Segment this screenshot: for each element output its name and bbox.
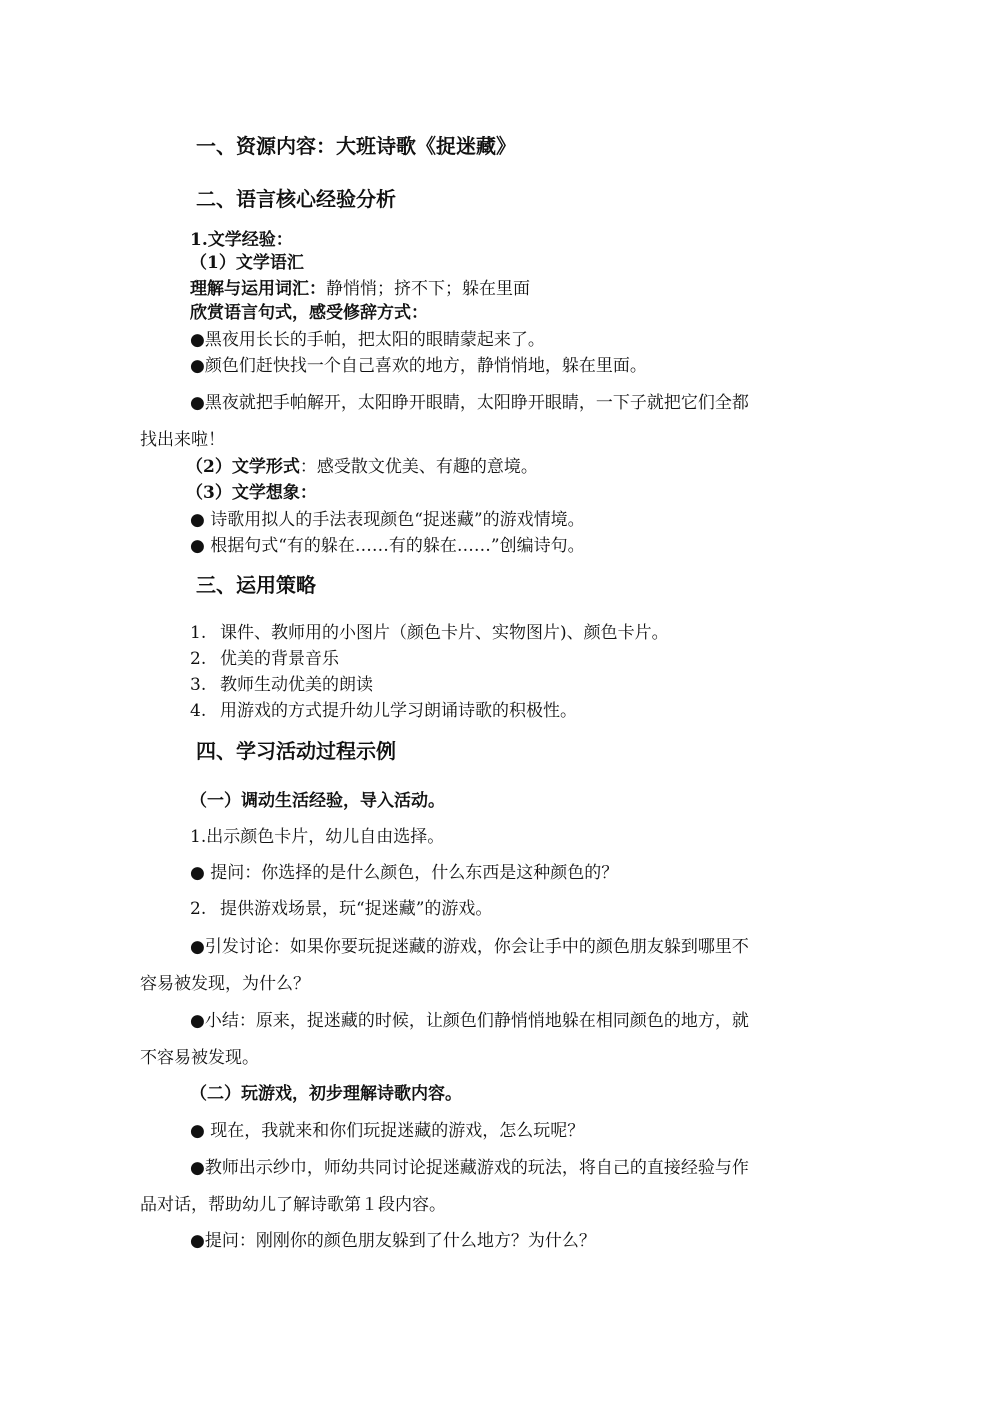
list-number: 3. <box>190 675 207 695</box>
part-2-line2a: ●教师出示纱巾，师幼共同讨论捉迷藏游戏的玩法，将自己的直接经验与作 <box>190 1158 749 1178</box>
part-2-heading: （二）玩游戏，初步理解诗歌内容。 <box>190 1084 462 1104</box>
vocabulary-text: 理解与运用词汇：静悄悄；挤不下；躲在里面 <box>190 279 530 299</box>
example-sentence-3-line1: ●黑夜就把手帕解开，太阳睁开眼睛，太阳睁开眼睛，一下子就把它们全都 <box>190 393 749 413</box>
part-2-line2b: 品对话，帮助幼儿了解诗歌第１段内容。 <box>140 1195 446 1215</box>
appreciate-heading: 欣赏语言句式，感受修辞方式： <box>190 303 428 323</box>
part-1-discussion-line2: 容易被发现，为什么？ <box>140 974 310 994</box>
part-1-step-2 <box>190 898 492 920</box>
strategy-item <box>190 700 577 722</box>
list-text: 教师生动优美的朗读 <box>220 675 373 695</box>
part-1-heading: （一）调动生活经验，导入活动。 <box>190 791 445 811</box>
strategy-item <box>190 622 669 644</box>
literary-form: （2）文学形式：感受散文优美、有趣的意境。 <box>186 457 538 477</box>
section-1-heading: 一、资源内容：大班诗歌《捉迷藏》 <box>196 134 516 158</box>
list-text: 用游戏的方式提升幼儿学习朗诵诗歌的积极性。 <box>220 701 577 721</box>
part-1-discussion-line1: ●引发讨论：如果你要玩捉迷藏的游戏，你会让手中的颜色朋友躲到哪里不 <box>190 937 749 957</box>
section-3-heading: 三、运用策略 <box>196 573 316 597</box>
imagination-item-2: ● 根据句式“有的躲在……有的躲在……”创编诗句。 <box>190 536 585 556</box>
part-1-step-1: 1.出示颜色卡片，幼儿自由选择。 <box>190 827 445 847</box>
list-number: 2. <box>190 649 207 669</box>
list-text: 课件、教师用的小图片（颜色卡片、实物图片)、颜色卡片。 <box>220 623 669 643</box>
list-number: 2. <box>190 899 207 919</box>
literary-vocabulary-heading: （1）文学语汇 <box>190 253 304 273</box>
list-number: 1. <box>190 623 207 643</box>
literary-imagination-heading: （3）文学想象： <box>186 483 317 503</box>
part-2-question: ●提问：刚刚你的颜色朋友躲到了什么地方？为什么？ <box>190 1231 596 1251</box>
section-4-heading: 四、学习活动过程示例 <box>196 739 396 763</box>
example-sentence-1: ●黑夜用长长的手帕，把太阳的眼睛蒙起来了。 <box>190 330 545 350</box>
list-text: 优美的背景音乐 <box>220 649 339 669</box>
list-text: 提供游戏场景，玩“捉迷藏”的游戏。 <box>220 899 493 919</box>
list-number: 4. <box>190 701 207 721</box>
example-sentence-3-line2: 找出来啦！ <box>140 430 225 450</box>
literary-experience-heading: 1.文学经验： <box>190 230 293 250</box>
part-1-question: ● 提问：你选择的是什么颜色，什么东西是这种颜色的？ <box>190 863 619 883</box>
imagination-item-1: ● 诗歌用拟人的手法表现颜色“捉迷藏”的游戏情境。 <box>190 510 585 530</box>
strategy-item <box>190 674 373 696</box>
strategy-item <box>190 648 339 670</box>
part-1-summary-line1: ●小结：原来，捉迷藏的时候，让颜色们静悄悄地躲在相同颜色的地方，就 <box>190 1011 749 1031</box>
section-2-heading: 二、语言核心经验分析 <box>196 187 396 211</box>
part-1-summary-line2: 不容易被发现。 <box>140 1048 259 1068</box>
part-2-line1: ● 现在，我就来和你们玩捉迷藏的游戏，怎么玩呢？ <box>190 1121 585 1141</box>
example-sentence-2: ●颜色们赶快找一个自己喜欢的地方，静悄悄地，躲在里面。 <box>190 356 647 376</box>
